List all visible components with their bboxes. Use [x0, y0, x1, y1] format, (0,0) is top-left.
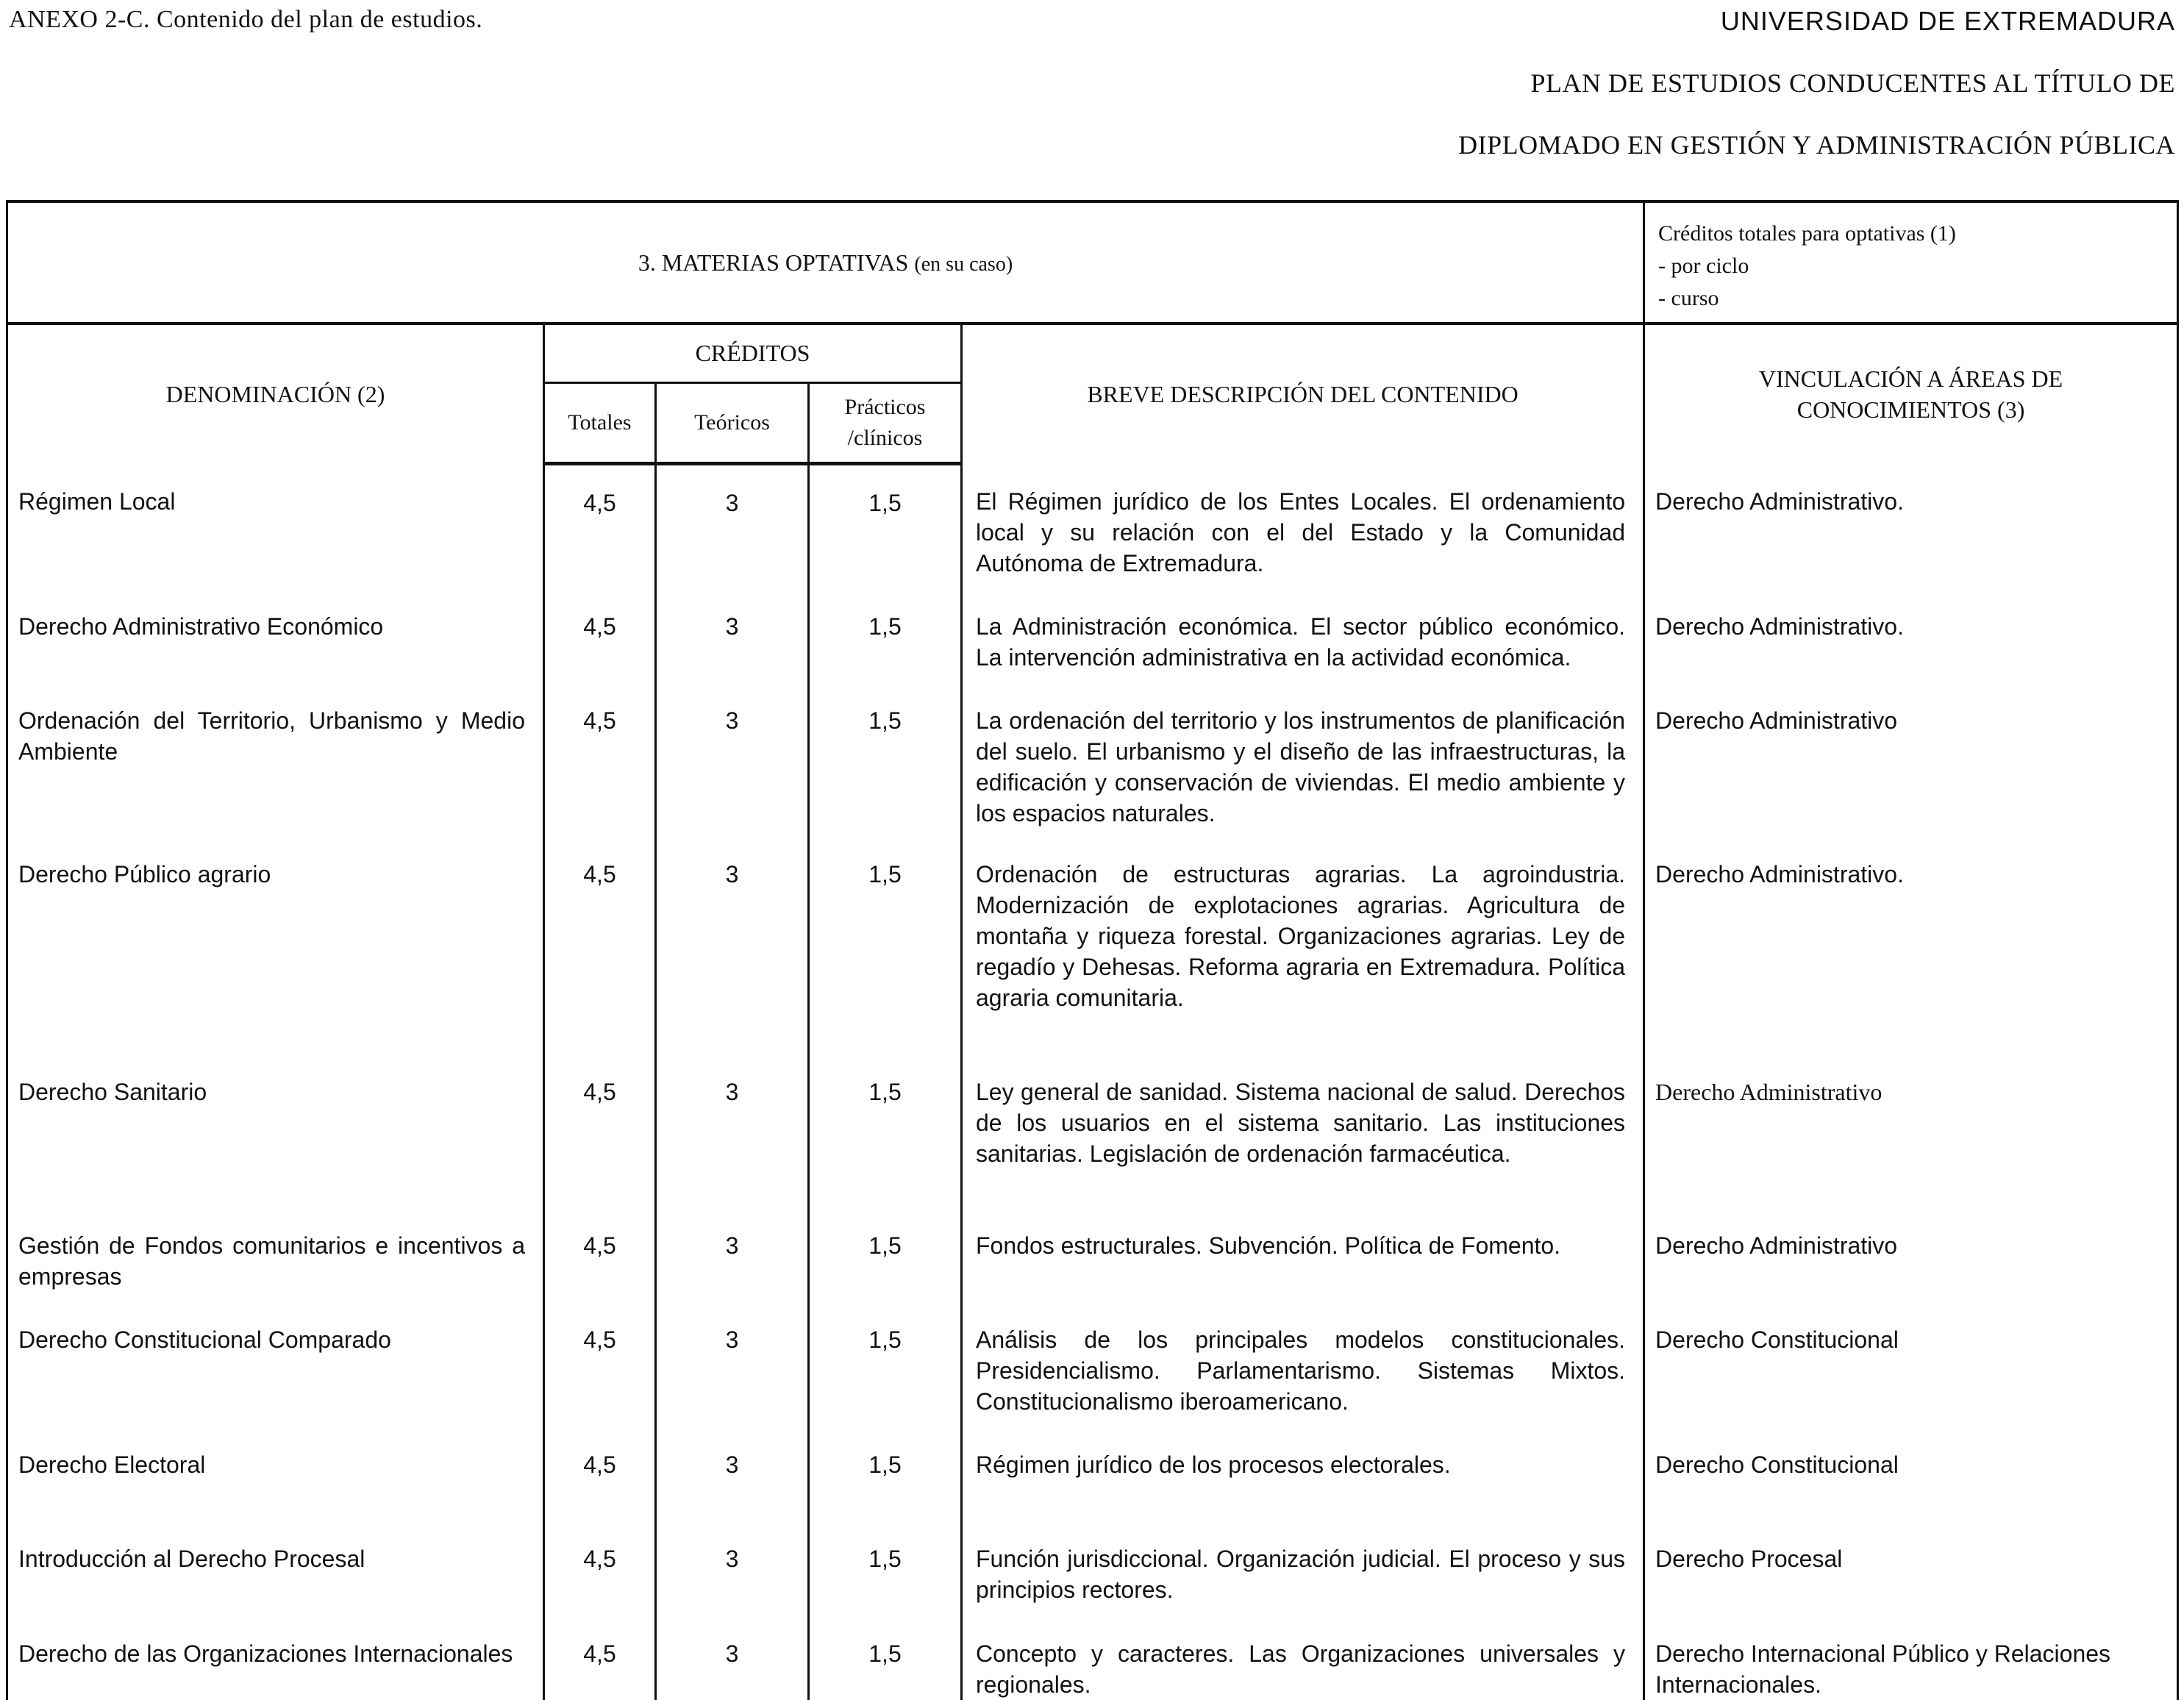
- credits-info-line3: - curso: [1658, 286, 1719, 310]
- row-teoricos: 3: [656, 1302, 809, 1427]
- row-practicos: 1,5: [809, 837, 962, 1055]
- row-area: Derecho Procesal: [1644, 1521, 2178, 1615]
- col-header-totales: Totales: [544, 382, 656, 463]
- row-description: Fondos estructurales. Subvención. Política de Fomento.: [962, 1208, 1644, 1302]
- row-area: Derecho Internacional Público y Relaciones Internacionales.: [1644, 1616, 2178, 1700]
- row-area: Derecho Administrativo: [1644, 1208, 2178, 1302]
- row-practicos: 1,5: [809, 589, 962, 683]
- row-description: Régimen jurídico de los procesos electorales.: [962, 1427, 1644, 1521]
- row-totales: 4,5: [544, 1616, 656, 1700]
- col-header-vinculacion-line1: VINCULACIÓN A ÁREAS DE: [1758, 365, 2063, 393]
- row-area: Derecho Administrativo: [1644, 1054, 2178, 1207]
- table-row: [7, 1054, 2178, 1207]
- col-header-denominacion: DENOMINACIÓN (2): [7, 324, 544, 463]
- col-header-creditos: CRÉDITOS: [544, 324, 962, 382]
- table-row: [7, 464, 2178, 589]
- row-area: Derecho Constitucional: [1644, 1427, 2178, 1521]
- row-name: Derecho Público agrario: [7, 837, 544, 1055]
- table-title-row: [7, 201, 2178, 324]
- row-practicos: 1,5: [809, 1427, 962, 1521]
- row-practicos: 1,5: [809, 1208, 962, 1302]
- row-totales: 4,5: [544, 589, 656, 683]
- table-row: [7, 1616, 2178, 1700]
- row-totales: 4,5: [544, 1427, 656, 1521]
- plan-title-line1: PLAN DE ESTUDIOS CONDUCENTES AL TÍTULO DE: [1530, 68, 2175, 98]
- row-area: Derecho Administrativo.: [1644, 837, 2178, 1055]
- table-row: [7, 1302, 2178, 1427]
- col-header-vinculacion: [1644, 324, 2178, 463]
- row-description: Análisis de los principales modelos constitucionales. Presidencialismo. Parlamentarismo. Sistemas Mixtos. Constitucionalismo iberoamericano.: [962, 1302, 1644, 1427]
- row-teoricos: 3: [656, 1054, 809, 1207]
- row-totales: 4,5: [544, 1302, 656, 1427]
- row-totales: 4,5: [544, 464, 656, 589]
- row-teoricos: 3: [656, 464, 809, 589]
- table-row: [7, 1208, 2178, 1302]
- row-description: Ley general de sanidad. Sistema nacional de salud. Derechos de los usuarios en el sistema sanitario. Las instituciones sanitarias. Legislación de ordenación farmacéutica.: [962, 1054, 1644, 1207]
- row-description: Función jurisdiccional. Organización judicial. El proceso y sus principios rectores.: [962, 1521, 1644, 1615]
- row-teoricos: 3: [656, 1616, 809, 1700]
- table-row: [7, 1521, 2178, 1615]
- row-name: Ordenación del Territorio, Urbanismo y Medio Ambiente: [7, 683, 544, 836]
- col-header-practicos-line1: Prácticos: [844, 395, 926, 420]
- row-totales: 4,5: [544, 1054, 656, 1207]
- table-title: [7, 201, 1644, 324]
- row-name: Derecho de las Organizaciones Internacionales: [7, 1616, 544, 1700]
- row-practicos: 1,5: [809, 1302, 962, 1427]
- col-header-vinculacion-line2: CONOCIMIENTOS (3): [1796, 396, 2025, 424]
- credits-info-line2: - por ciclo: [1658, 254, 1749, 278]
- row-teoricos: 3: [656, 589, 809, 683]
- row-practicos: 1,5: [809, 1521, 962, 1615]
- table-row: [7, 589, 2178, 683]
- university-name: UNIVERSIDAD DE EXTREMADURA: [1720, 6, 2175, 36]
- row-practicos: 1,5: [809, 1616, 962, 1700]
- row-name: Gestión de Fondos comunitarios e incentivos a empresas: [7, 1208, 544, 1302]
- col-header-descripcion: BREVE DESCRIPCIÓN DEL CONTENIDO: [962, 324, 1644, 463]
- row-teoricos: 3: [656, 1427, 809, 1521]
- col-header-teoricos: Teóricos: [656, 382, 809, 463]
- table-title-suffix: (en su caso): [914, 252, 1013, 276]
- row-description: La Administración económica. El sector público económico. La intervención administrativa en la actividad económica.: [962, 589, 1644, 683]
- row-totales: 4,5: [544, 1208, 656, 1302]
- row-name: Régimen Local: [7, 464, 544, 589]
- table-row: [7, 683, 2178, 836]
- table-title-main: 3. MATERIAS OPTATIVAS: [638, 249, 909, 276]
- row-description: Concepto y caracteres. Las Organizaciones universales y regionales.: [962, 1616, 1644, 1700]
- row-teoricos: 3: [656, 1208, 809, 1302]
- column-header-row: [7, 324, 2178, 382]
- row-area: Derecho Administrativo.: [1644, 464, 2178, 589]
- row-practicos: 1,5: [809, 1054, 962, 1207]
- row-teoricos: 3: [656, 683, 809, 836]
- row-name: Derecho Constitucional Comparado: [7, 1302, 544, 1427]
- row-totales: 4,5: [544, 683, 656, 836]
- row-description: Ordenación de estructuras agrarias. La agroindustria. Modernización de explotaciones agrarias. Agricultura de montaña y riqueza forestal. Organizaciones agrarias. Ley de regadío y Dehesas. Reforma agraria en Extremadura. Política agraria comunitaria.: [962, 837, 1644, 1055]
- row-name: Derecho Electoral: [7, 1427, 544, 1521]
- optativas-table: [6, 200, 2179, 1700]
- row-teoricos: 3: [656, 837, 809, 1055]
- table-row: [7, 837, 2178, 1055]
- row-area: Derecho Constitucional: [1644, 1302, 2178, 1427]
- document-annex-label: ANEXO 2-C. Contenido del plan de estudios.: [9, 6, 483, 33]
- col-header-practicos-line2: /clínicos: [847, 426, 923, 451]
- row-teoricos: 3: [656, 1521, 809, 1615]
- row-name: Derecho Administrativo Económico: [7, 589, 544, 683]
- row-name: Derecho Sanitario: [7, 1054, 544, 1207]
- row-area: Derecho Administrativo.: [1644, 589, 2178, 683]
- row-description: El Régimen jurídico de los Entes Locales. El ordenamiento local y su relación con el del Estado y la Comunidad Autónoma de Extremadura.: [962, 464, 1644, 589]
- row-practicos: 1,5: [809, 464, 962, 589]
- row-totales: 4,5: [544, 1521, 656, 1615]
- credits-info: [1644, 201, 2178, 324]
- row-area: Derecho Administrativo: [1644, 683, 2178, 836]
- credits-info-line1: Créditos totales para optativas (1): [1658, 221, 1956, 246]
- col-header-practicos: [809, 382, 962, 463]
- table-row: [7, 1427, 2178, 1521]
- row-totales: 4,5: [544, 837, 656, 1055]
- row-practicos: 1,5: [809, 683, 962, 836]
- row-description: La ordenación del territorio y los instrumentos de planificación del suelo. El urbanismo y el diseño de las infraestructuras, la edificación y conservación de viviendas. El medio ambiente y los espacios naturales.: [962, 683, 1644, 836]
- plan-title-line2: DIPLOMADO EN GESTIÓN Y ADMINISTRACIÓN PÚBLICA: [1458, 130, 2175, 160]
- row-name: Introducción al Derecho Procesal: [7, 1521, 544, 1615]
